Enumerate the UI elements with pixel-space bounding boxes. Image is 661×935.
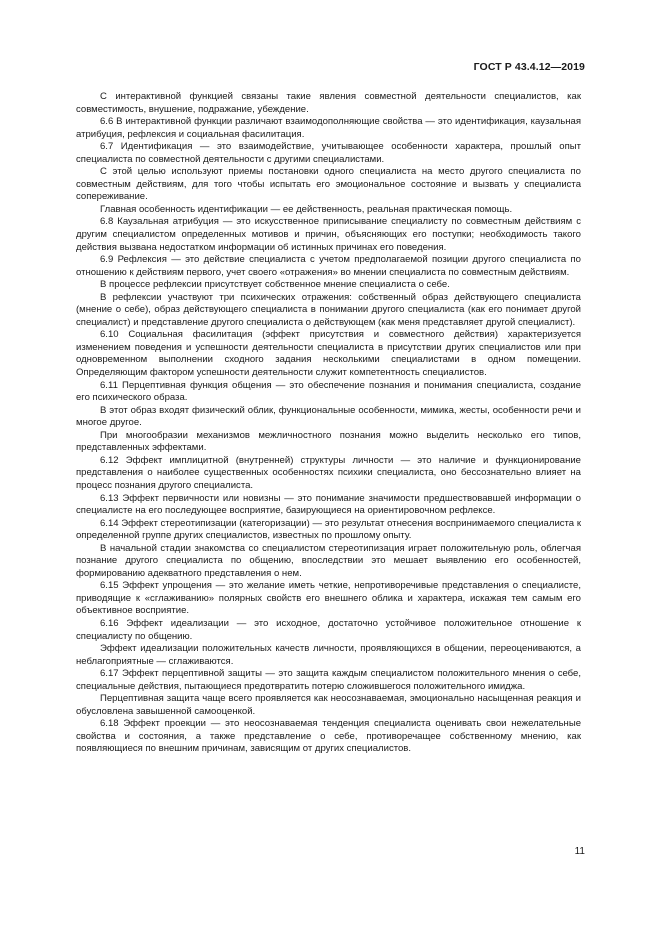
- paragraph: 6.13 Эффект первичности или новизны — это понимание значимости предшествовавшей информации о специалисте на его последующее восприятие, базирующиеся на ориентировочном рефлексе.: [76, 492, 581, 517]
- paragraph: 6.14 Эффект стереотипизации (категоризации) — это результат отнесения воспринимаемого специалиста к определенной группе других специалистов, известных по прошлому опыту.: [76, 517, 581, 542]
- paragraph: 6.7 Идентификация — это взаимодействие, учитывающее особенности характера, прошлый опыт специалиста по совместной деятельности с другими специалистами.: [76, 141, 581, 165]
- paragraph: Перцептивная защита чаще всего проявляется как неосознаваемая, эмоционально насыщенная реакция и обусловлена завышенной самооценкой.: [76, 693, 581, 717]
- paragraph: С интерактивной функцией связаны такие явления совместной деятельности специалистов, как совместимость, внушение, подражание, убеждение.: [76, 91, 581, 115]
- paragraph: 6.8 Каузальная атрибуция — это искусственное приписывание специалисту по совместным действиям с другим специалистом определенных мотивов и причин, объясняющих его поступки; необходимость такого действия вызвана недостатком информации об истинных причинах его поведения.: [76, 216, 581, 253]
- standard-code: ГОСТ Р 43.4.12—2019: [473, 61, 585, 73]
- paragraph: В рефлексии участвуют три психических отражения: собственный образ действующего специалиста (мнение о себе), образ действующего специалиста в понимании другого специалиста (как его понимает другой специалист) и представление другого специалиста о действующем (как меня представляет другой специалист).: [76, 291, 581, 328]
- paragraph: При многообразии механизмов межличностного познания можно выделить несколько его типов, представленных эффектами.: [76, 429, 581, 454]
- paragraph: 6.12 Эффект имплицитной (внутренней) структуры личности — это наличие и функционирование представления о наиболее существенных особенностях психики специалиста, оно бессознательно влияет на процесс познания другого специалиста.: [76, 454, 581, 491]
- paragraph: 6.9 Рефлексия — это действие специалиста с учетом предполагаемой позиции другого специалиста по отношению к действиям первого, учет своего «отражения» во мнении специалиста по совместным действиям.: [76, 254, 581, 278]
- paragraph: В начальной стадии знакомства со специалистом стереотипизация играет положительную роль, облегчая познание другого специалиста по общению, впоследствии это мешает выявлению его особенностей, формированию адекватного представления о нем.: [76, 542, 581, 579]
- document-header: [474, 61, 585, 73]
- paragraph: С этой целью используют приемы постановки одного специалиста на место другого специалиста по совместным действиям, для того чтобы испытать его эмоциональное состояние и вызвать у специалиста сопереживание.: [76, 166, 581, 203]
- paragraph: 6.15 Эффект упрощения — это желание иметь четкие, непротиворечивые представления о специалисте, приводящие к «сглаживанию» полярных свойств его внешнего облика и характера, искажая тем самым его объективное восприятие.: [76, 580, 581, 617]
- paragraph: 6.10 Социальная фасилитация (эффект присутствия и совместного действия) характеризуется изменением поведения и успешности деятельности специалиста в присутствии других специалистов или при одновременном выполнении сходного задания несколькими специалистами в одном помещении. Определяющим фактором успешности деятельности служит компетентность специалистов.: [76, 329, 581, 379]
- paragraph: В процессе рефлексии присутствует собственное мнение специалиста о себе.: [100, 279, 450, 291]
- paragraph: В этот образ входят физический облик, функциональные особенности, мимика, жесты, особенности речи и многое другое.: [76, 404, 581, 429]
- paragraph: Эффект идеализации положительных качеств личности, проявляющихся в общении, переоцениваются, а неблагоприятные — сглаживаются.: [76, 643, 581, 667]
- document-body: [76, 91, 581, 756]
- paragraph: 6.17 Эффект перцептивной защиты — это защита каждым специалистом положительного мнения о себе, специальные действия, пытающиеся предотвратить потерю сложившегося положительного имиджа.: [76, 668, 581, 692]
- paragraph: 6.18 Эффект проекции — это неосознаваемая тенденция специалиста оценивать свои нежелательные свойства и состояния, а также представление о себе, противоречащее собственному мнению, как появляющиеся по внешним причинам, зависящим от других специалистов.: [76, 718, 581, 755]
- page-number: 11: [574, 846, 585, 857]
- paragraph: Главная особенность идентификации — ее действенность, реальная практическая помощь.: [100, 203, 513, 215]
- paragraph: 6.16 Эффект идеализации — это исходное, достаточно устойчивое положительное отношение к специалисту по общению.: [76, 617, 581, 642]
- paragraph: 6.11 Перцептивная функция общения — это обеспечение познания и понимания специалиста, создание его психического образа.: [76, 379, 581, 404]
- paragraph: 6.6 В интерактивной функции различают взаимодополняющие свойства — это идентификация, каузальная атрибуция, рефлексия и социальная фасилитация.: [76, 116, 581, 140]
